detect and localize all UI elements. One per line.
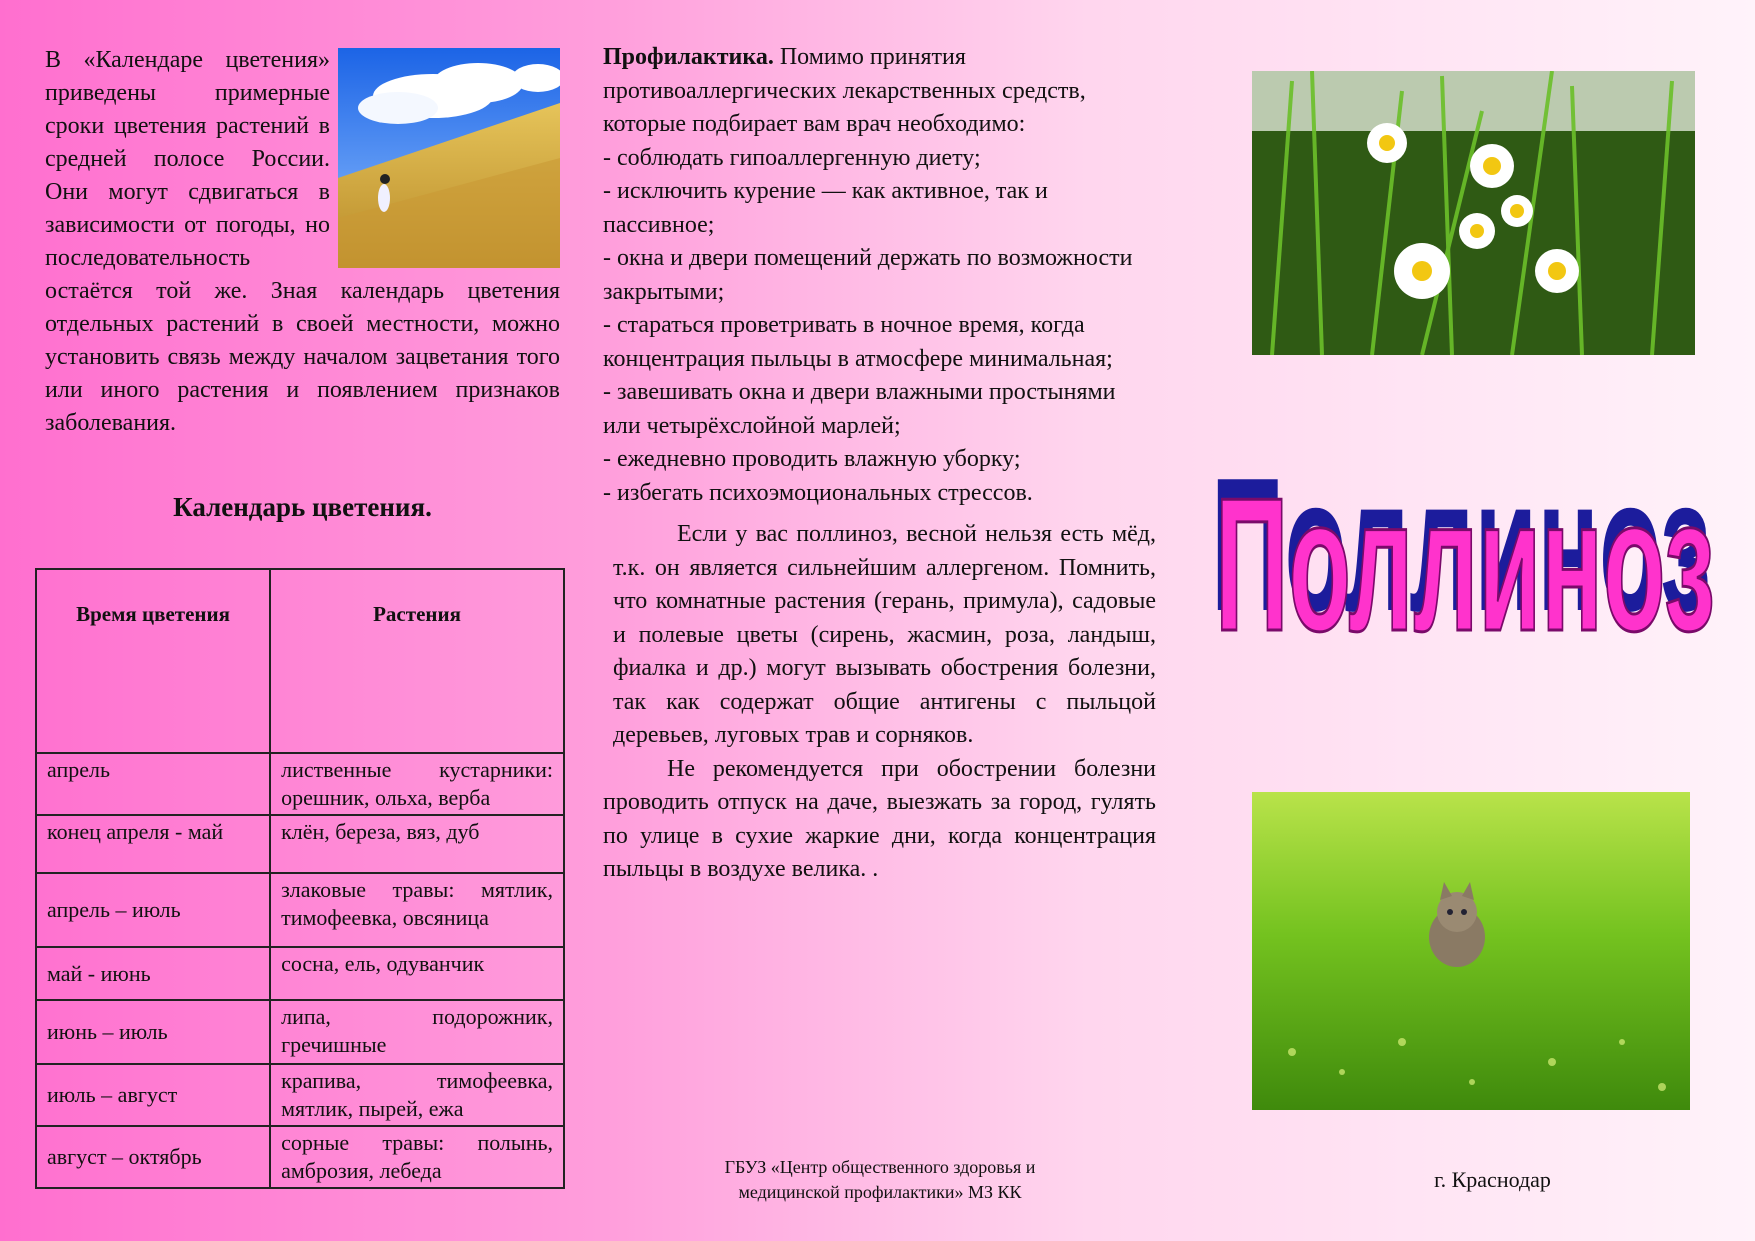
organization-footer: [640, 1155, 1120, 1205]
prevention-heading: Профилактика.: [603, 44, 774, 70]
pollinosis-title-wordart: [1195, 420, 1735, 660]
table-header-row: [36, 569, 564, 753]
calendar-title: Календарь цветения.: [173, 492, 432, 522]
period-cell: август – октябрь: [36, 1126, 270, 1188]
vacation-warning-paragraph: Не рекомендуется при обострении болезни проводить отпуск на даче, выезжать за город, гулять по улице в сухие жаркие дни, когда концентрация пыльцы в воздухе велика. .: [603, 755, 1156, 882]
table-row: [36, 947, 564, 1000]
chamomile-photo: [1252, 71, 1695, 355]
plants-cell: сосна, ель, одуванчик: [270, 947, 564, 1000]
list-item: - стараться проветривать в ночное время, когда концентрация пыльцы в атмосфере минимальная;: [603, 312, 1113, 372]
table-row: [36, 1000, 564, 1064]
prevention-lead-text: Помимо принятия противоаллергических лекарственных средств, которые подбирает вам врач необходимо:: [603, 44, 1086, 137]
intro-text-block: [45, 44, 560, 440]
plants-cell: крапива, тимофеевка, мятлик, пырей, ежа: [270, 1064, 564, 1126]
table-row: [36, 1064, 564, 1126]
period-cell: июнь – июль: [36, 1000, 270, 1064]
header-period: Время цветения: [36, 569, 270, 753]
table-row: [36, 753, 564, 815]
plants-cell: липа, подорожник, гречишные: [270, 1000, 564, 1064]
list-item: - исключить курение — как активное, так и пассивное;: [603, 178, 1048, 238]
prevention-section: [603, 41, 1156, 887]
header-plants: Растения: [270, 569, 564, 753]
list-item: - соблюдать гипоаллергенную диету;: [603, 144, 981, 171]
period-cell: июль – август: [36, 1064, 270, 1126]
title-text: Поллиноз: [1215, 459, 1715, 660]
list-item: - окна и двери помещений держать по возможности закрытыми;: [603, 245, 1133, 305]
prevention-list: [603, 142, 1156, 511]
table-row: [36, 1126, 564, 1188]
title-shadow-text: Поллиноз: [1211, 439, 1711, 651]
field-sky-photo: [338, 48, 560, 268]
prevention-intro: [603, 41, 1156, 142]
list-item: - ежедневно проводить влажную уборку;: [603, 446, 1021, 472]
list-item: - завешивать окна и двери влажными простынями или четырёхслойной марлей;: [603, 379, 1116, 439]
org-line-2: медицинской профилактики» МЗ КК: [738, 1182, 1022, 1202]
plants-cell: злаковые травы: мятлик, тимофеевка, овсяница: [270, 873, 564, 947]
list-item: - избегать психоэмоциональных стрессов.: [603, 479, 1033, 506]
period-cell: конец апреля - май: [36, 815, 270, 873]
period-cell: апрель: [36, 753, 270, 815]
plants-cell: лиственные кустарники: орешник, ольха, верба: [270, 753, 564, 815]
kitten-meadow-photo: [1252, 792, 1690, 1110]
flowering-calendar-table: [35, 568, 565, 1189]
plants-cell: клён, береза, вяз, дуб: [270, 815, 564, 873]
plants-cell: сорные травы: полынь, амброзия, лебеда: [270, 1126, 564, 1188]
city-label: г. Краснодар: [1434, 1167, 1551, 1192]
intro-paragraph: В «Календаре цветения» приведены примерные сроки цветения растений в средней полосе России. Они могут сдвигаться в зависимости от погоды, но последовательность остаётся той же. Зная календарь цветения отдельных растений в своей местности, можно установить связь между началом зацветания того или иного растения и появлением признаков заболевания.: [45, 47, 560, 436]
table-row: [36, 873, 564, 947]
period-cell: апрель – июль: [36, 873, 270, 947]
honey-warning-paragraph: Если у вас поллиноз, весной нельзя есть мёд, т.к. он является сильнейшим аллергеном. Помнить, что комнатные растения (герань, примула), садовые и полевые цветы (сирень, жасмин, роза, ландыш, фиалка и др.) могут вызывать обострения болезни, так как содержат общие антигены с пыльцой деревьев, луговых трав и сорняков.: [613, 521, 1156, 748]
table-row: [36, 815, 564, 873]
org-line-1: ГБУЗ «Центр общественного здоровья и: [724, 1157, 1036, 1177]
period-cell: май - июнь: [36, 947, 270, 1000]
